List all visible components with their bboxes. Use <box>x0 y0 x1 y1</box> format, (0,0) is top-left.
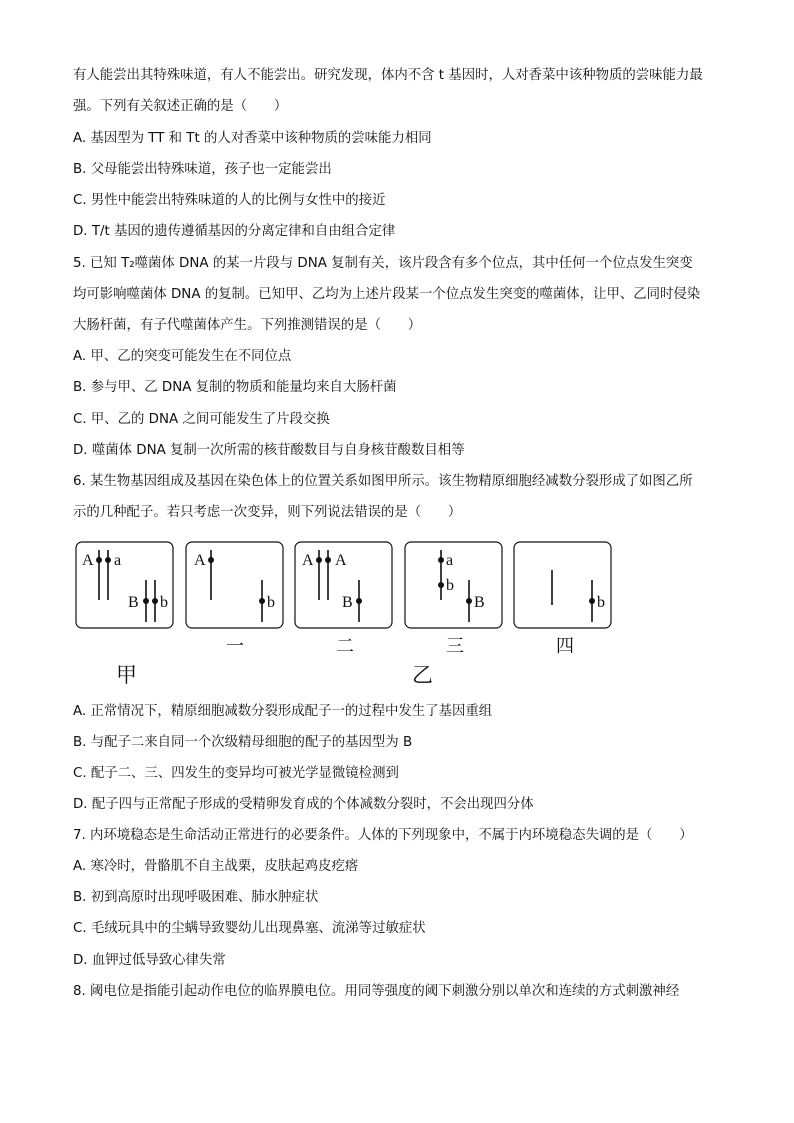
cell-jia <box>76 542 173 628</box>
gamete-3 <box>405 542 502 628</box>
q4-option-a: A. 基因型为 TT 和 Tt 的人对香菜中该种物质的尝味能力相同 <box>73 131 432 146</box>
q6-option-c: C. 配子二、三、四发生的变异均可被光学显微镜检测到 <box>73 766 399 781</box>
gamete-label-2: 二 <box>336 636 354 657</box>
q4-text-line-1: 有人能尝出其特殊味道，有人不能尝出。研究发现，体内不含 t 基因时，人对香菜中该种物质的尝味能力最 <box>73 68 703 83</box>
centromere-dot <box>438 557 444 563</box>
q5-option-a: A. 甲、乙的突变可能发生在不同位点 <box>73 349 292 364</box>
centromere-dot <box>325 557 331 563</box>
centromere-dot <box>96 557 102 563</box>
gene-label: B <box>474 594 485 611</box>
centromere-dot <box>259 598 265 604</box>
q5-text-line-3: 大肠杆菌，有子代噬菌体产生。下列推测错误的是（ ） <box>73 318 422 333</box>
gene-label: a <box>446 552 454 569</box>
q5-text-line-2: 均可影响噬菌体 DNA 的复制。已知甲、乙均为上述片段某一个位点发生突变的噬菌体，让甲、乙同时侵染 <box>73 287 701 302</box>
gamete-label-1: 一 <box>226 636 244 657</box>
q6-option-a: A. 正常情况下，精原细胞减数分裂形成配子一的过程中发生了基因重组 <box>73 704 493 719</box>
gene-label: A <box>82 552 94 569</box>
gamete-label-3: 三 <box>446 636 464 657</box>
caption-jia: 甲 <box>116 663 137 687</box>
q4-option-b: B. 父母能尝出特殊味道，孩子也一定能尝出 <box>73 162 332 177</box>
gene-label: B <box>128 594 139 611</box>
centromere-dot <box>438 582 444 588</box>
gamete-1 <box>186 542 283 628</box>
gene-label: A <box>194 552 206 569</box>
q5-text-line-1: 5. 已知 T₂噬菌体 DNA 的某一片段与 DNA 复制有关，该片段含有多个位点，其中任何一个位点发生突变 <box>73 256 693 271</box>
q6-text-line-2: 示的几种配子。若只考虑一次变异，则下列说法错误的是（ ） <box>73 505 462 520</box>
gene-label: b <box>267 594 275 611</box>
q6-option-b: B. 与配子二来自同一个次级精母细胞的配子的基因型为 B <box>73 735 413 750</box>
gene-label: a <box>114 552 122 569</box>
q7-option-b: B. 初到高原时出现呼吸困难、肺水肿症状 <box>73 890 319 905</box>
gene-label: B <box>342 594 353 611</box>
q7-option-c: C. 毛绒玩具中的尘螨导致婴幼儿出现鼻塞、流涕等过敏症状 <box>73 921 426 936</box>
q4-option-d: D. T/t 基因的遗传遵循基因的分离定律和自由组合定律 <box>73 224 396 239</box>
q4-option-c: C. 男性中能尝出特殊味道的人的比例与女性中的接近 <box>73 193 386 208</box>
centromere-dot <box>466 598 472 604</box>
caption-yi: 乙 <box>412 663 433 687</box>
q7-text-line-1: 7. 内环境稳态是生命活动正常进行的必要条件。人体的下列现象中，不属于内环境稳态失调的是（ ） <box>73 828 693 843</box>
q7-option-a: A. 寒冷时，骨骼肌不自主战栗，皮肤起鸡皮疙瘩 <box>73 859 359 874</box>
q5-option-c: C. 甲、乙的 DNA 之间可能发生了片段交换 <box>73 412 330 427</box>
centromere-dot <box>143 598 149 604</box>
centromere-dot <box>356 598 362 604</box>
q6-option-d: D. 配子四与正常配子形成的受精卵发育成的个体减数分裂时，不会出现四分体 <box>73 797 534 812</box>
centromere-dot <box>589 598 595 604</box>
gene-label: A <box>335 552 347 569</box>
gene-label: b <box>597 594 605 611</box>
centromere-dot <box>152 598 158 604</box>
q6-text-line-1: 6. 某生物基因组成及基因在染色体上的位置关系如图甲所示。该生物精原细胞经减数分裂形成了如图乙所 <box>73 474 693 489</box>
centromere-dot <box>316 557 322 563</box>
q4-text-line-2: 强。下列有关叙述正确的是（ ） <box>73 99 288 114</box>
gene-label: b <box>446 577 454 594</box>
gamete-label-4: 四 <box>556 636 574 657</box>
q8-text-line-1: 8. 阈电位是指能引起动作电位的临界膜电位。用同等强度的阈下刺激分别以单次和连续的方式刺激神经 <box>73 984 680 999</box>
centromere-dot <box>105 557 111 563</box>
gene-label: A <box>302 552 314 569</box>
gamete-2 <box>295 542 392 628</box>
gene-label: b <box>160 594 168 611</box>
q7-option-d: D. 血钾过低导致心律失常 <box>73 953 226 968</box>
centromere-dot <box>208 557 214 563</box>
q5-option-b: B. 参与甲、乙 DNA 复制的物质和能量均来自大肠杆菌 <box>73 380 397 395</box>
q5-option-d: D. 噬菌体 DNA 复制一次所需的核苷酸数目与自身核苷酸数目相等 <box>73 443 465 458</box>
gamete-4-frame <box>514 542 611 628</box>
gamete-4 <box>514 542 611 628</box>
